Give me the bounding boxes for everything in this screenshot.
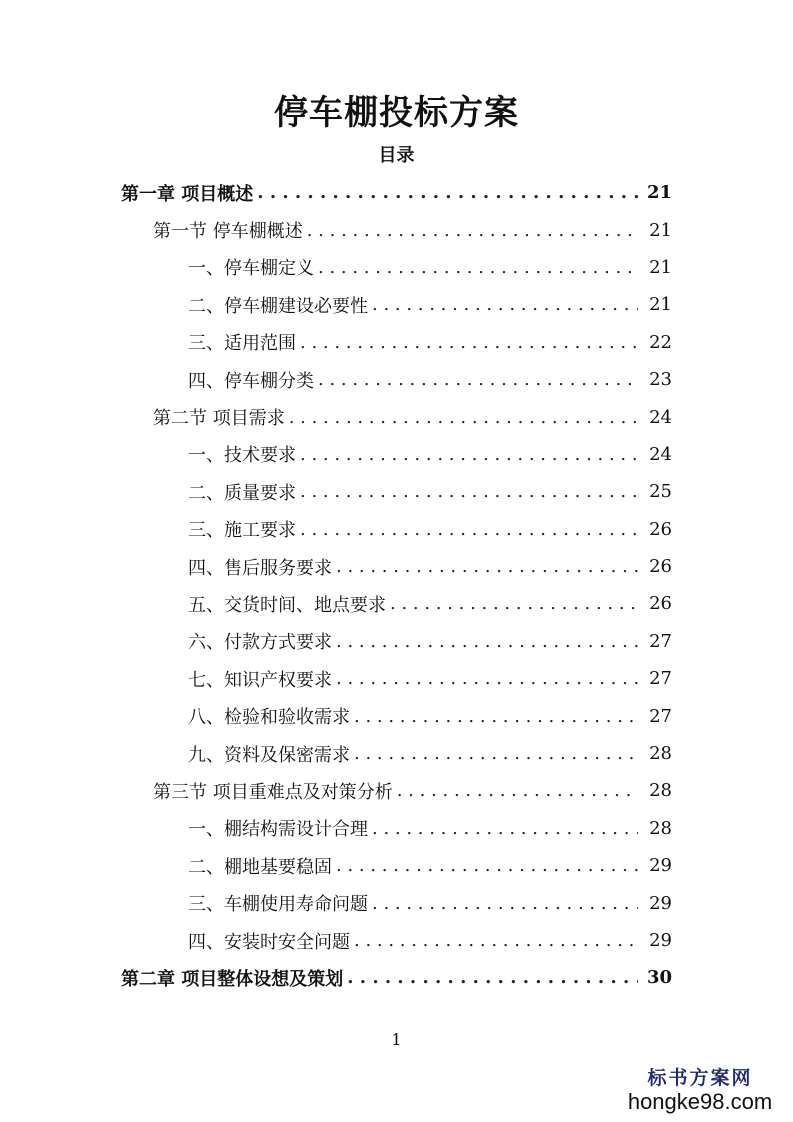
- toc-entry-page: 21: [646, 182, 672, 204]
- toc-dot-leader: [307, 220, 638, 241]
- toc-dot-leader: [372, 893, 638, 914]
- toc-entry-page: 28: [649, 743, 672, 765]
- toc-entry-label: 第一章 项目概述: [121, 183, 254, 205]
- toc-dot-leader: [372, 818, 638, 839]
- toc-entry[interactable]: [0, 511, 793, 548]
- toc-entry-label: 一、停车棚定义: [188, 258, 314, 280]
- toc-entry[interactable]: [0, 697, 793, 734]
- toc-dot-leader: [336, 855, 638, 876]
- toc-dot-leader: [336, 668, 638, 689]
- toc-entry[interactable]: [0, 548, 793, 585]
- toc-entry[interactable]: [0, 810, 793, 847]
- toc-dot-leader: [336, 631, 638, 652]
- toc-entry-page: 27: [649, 705, 672, 727]
- toc-entry[interactable]: [0, 623, 793, 660]
- toc-dot-leader: [300, 332, 638, 353]
- toc-entry-page: 21: [649, 219, 672, 241]
- toc-entry[interactable]: [0, 847, 793, 884]
- toc-entry-page: 28: [649, 817, 672, 839]
- toc-entry-page: 26: [649, 518, 672, 540]
- toc-entry-label: 二、质量要求: [188, 482, 296, 504]
- toc-entry-label: 第一节 停车棚概述: [153, 221, 303, 243]
- toc-dot-leader: [300, 444, 638, 465]
- toc-dot-leader: [318, 369, 638, 390]
- toc-heading: 目录: [378, 145, 415, 166]
- toc-entry-label: 四、停车棚分类: [188, 370, 314, 392]
- toc-entry[interactable]: [0, 398, 793, 435]
- toc-entry[interactable]: [0, 436, 793, 473]
- toc-dot-leader: [257, 182, 638, 203]
- toc-entry-page: 28: [649, 780, 672, 802]
- toc-dot-leader: [372, 294, 638, 315]
- toc-entry[interactable]: [0, 884, 793, 921]
- toc-entry-page: 23: [649, 369, 672, 391]
- toc-entry[interactable]: [0, 772, 793, 809]
- toc-entry-page: 21: [649, 294, 672, 316]
- toc-entry-page: 29: [649, 855, 672, 877]
- toc-entry-label: 三、施工要求: [188, 520, 296, 542]
- toc-entry-label: 四、安装时安全问题: [188, 931, 350, 953]
- toc-entry-label: 三、车棚使用寿命问题: [188, 894, 368, 916]
- toc-entry[interactable]: [0, 660, 793, 697]
- toc-dot-leader: [354, 930, 638, 951]
- document-title: 停车棚投标方案: [274, 93, 519, 133]
- toc-entry-label: 一、棚结构需设计合理: [188, 819, 368, 841]
- toc-entry[interactable]: [0, 473, 793, 510]
- toc-entry-label: 第二节 项目需求: [153, 408, 285, 430]
- toc-entry-page: 30: [646, 967, 672, 989]
- toc-dot-leader: [354, 743, 638, 764]
- toc-dot-leader: [347, 967, 638, 988]
- toc-entry-label: 二、停车棚建设必要性: [188, 295, 368, 317]
- toc-entry-label: 一、技术要求: [188, 445, 296, 467]
- toc-entry-label: 八、检验和验收需求: [188, 707, 350, 729]
- toc-entry[interactable]: [0, 735, 793, 772]
- toc-entry[interactable]: [0, 585, 793, 622]
- toc-entry-label: 三、适用范围: [188, 333, 296, 355]
- toc-dot-leader: [390, 593, 638, 614]
- table-of-contents: [0, 174, 793, 997]
- toc-entry-page: 27: [649, 630, 672, 652]
- toc-entry-label: 五、交货时间、地点要求: [188, 594, 386, 616]
- page-number: 1: [391, 1030, 402, 1049]
- toc-entry-page: 24: [649, 443, 672, 465]
- watermark-url: hongke98.com: [627, 1089, 773, 1114]
- toc-entry-page: 29: [649, 892, 672, 914]
- toc-dot-leader: [318, 257, 638, 278]
- toc-entry[interactable]: [0, 324, 793, 361]
- toc-entry[interactable]: [0, 249, 793, 286]
- toc-entry-label: 第三节 项目重难点及对策分析: [153, 781, 393, 803]
- watermark-site-name: 标书方案网: [647, 1067, 753, 1089]
- toc-dot-leader: [397, 780, 638, 801]
- toc-entry-label: 七、知识产权要求: [188, 669, 332, 691]
- toc-entry[interactable]: [0, 174, 793, 211]
- toc-entry-label: 二、棚地基要稳固: [188, 856, 332, 878]
- toc-entry-page: 26: [649, 593, 672, 615]
- toc-entry-page: 29: [649, 930, 672, 951]
- toc-entry-page: 24: [649, 406, 672, 428]
- toc-entry[interactable]: [0, 922, 793, 959]
- toc-dot-leader: [354, 706, 638, 727]
- toc-entry-page: 25: [649, 481, 672, 503]
- toc-dot-leader: [300, 519, 638, 540]
- toc-entry-label: 第二章 项目整体设想及策划: [121, 968, 344, 990]
- toc-entry[interactable]: [0, 959, 793, 996]
- toc-entry-label: 六、付款方式要求: [188, 632, 332, 654]
- toc-entry-page: 21: [649, 256, 672, 278]
- toc-entry-label: 四、售后服务要求: [188, 557, 332, 579]
- toc-entry[interactable]: [0, 286, 793, 323]
- toc-entry[interactable]: [0, 361, 793, 398]
- toc-dot-leader: [336, 556, 638, 577]
- toc-entry-page: 26: [649, 556, 672, 578]
- site-watermark: [625, 1066, 775, 1114]
- toc-entry-page: 22: [649, 331, 672, 353]
- toc-dot-leader: [289, 407, 638, 428]
- toc-entry[interactable]: [0, 211, 793, 248]
- toc-entry-label: 九、资料及保密需求: [188, 744, 350, 766]
- toc-dot-leader: [300, 481, 638, 502]
- toc-entry-page: 27: [649, 668, 672, 690]
